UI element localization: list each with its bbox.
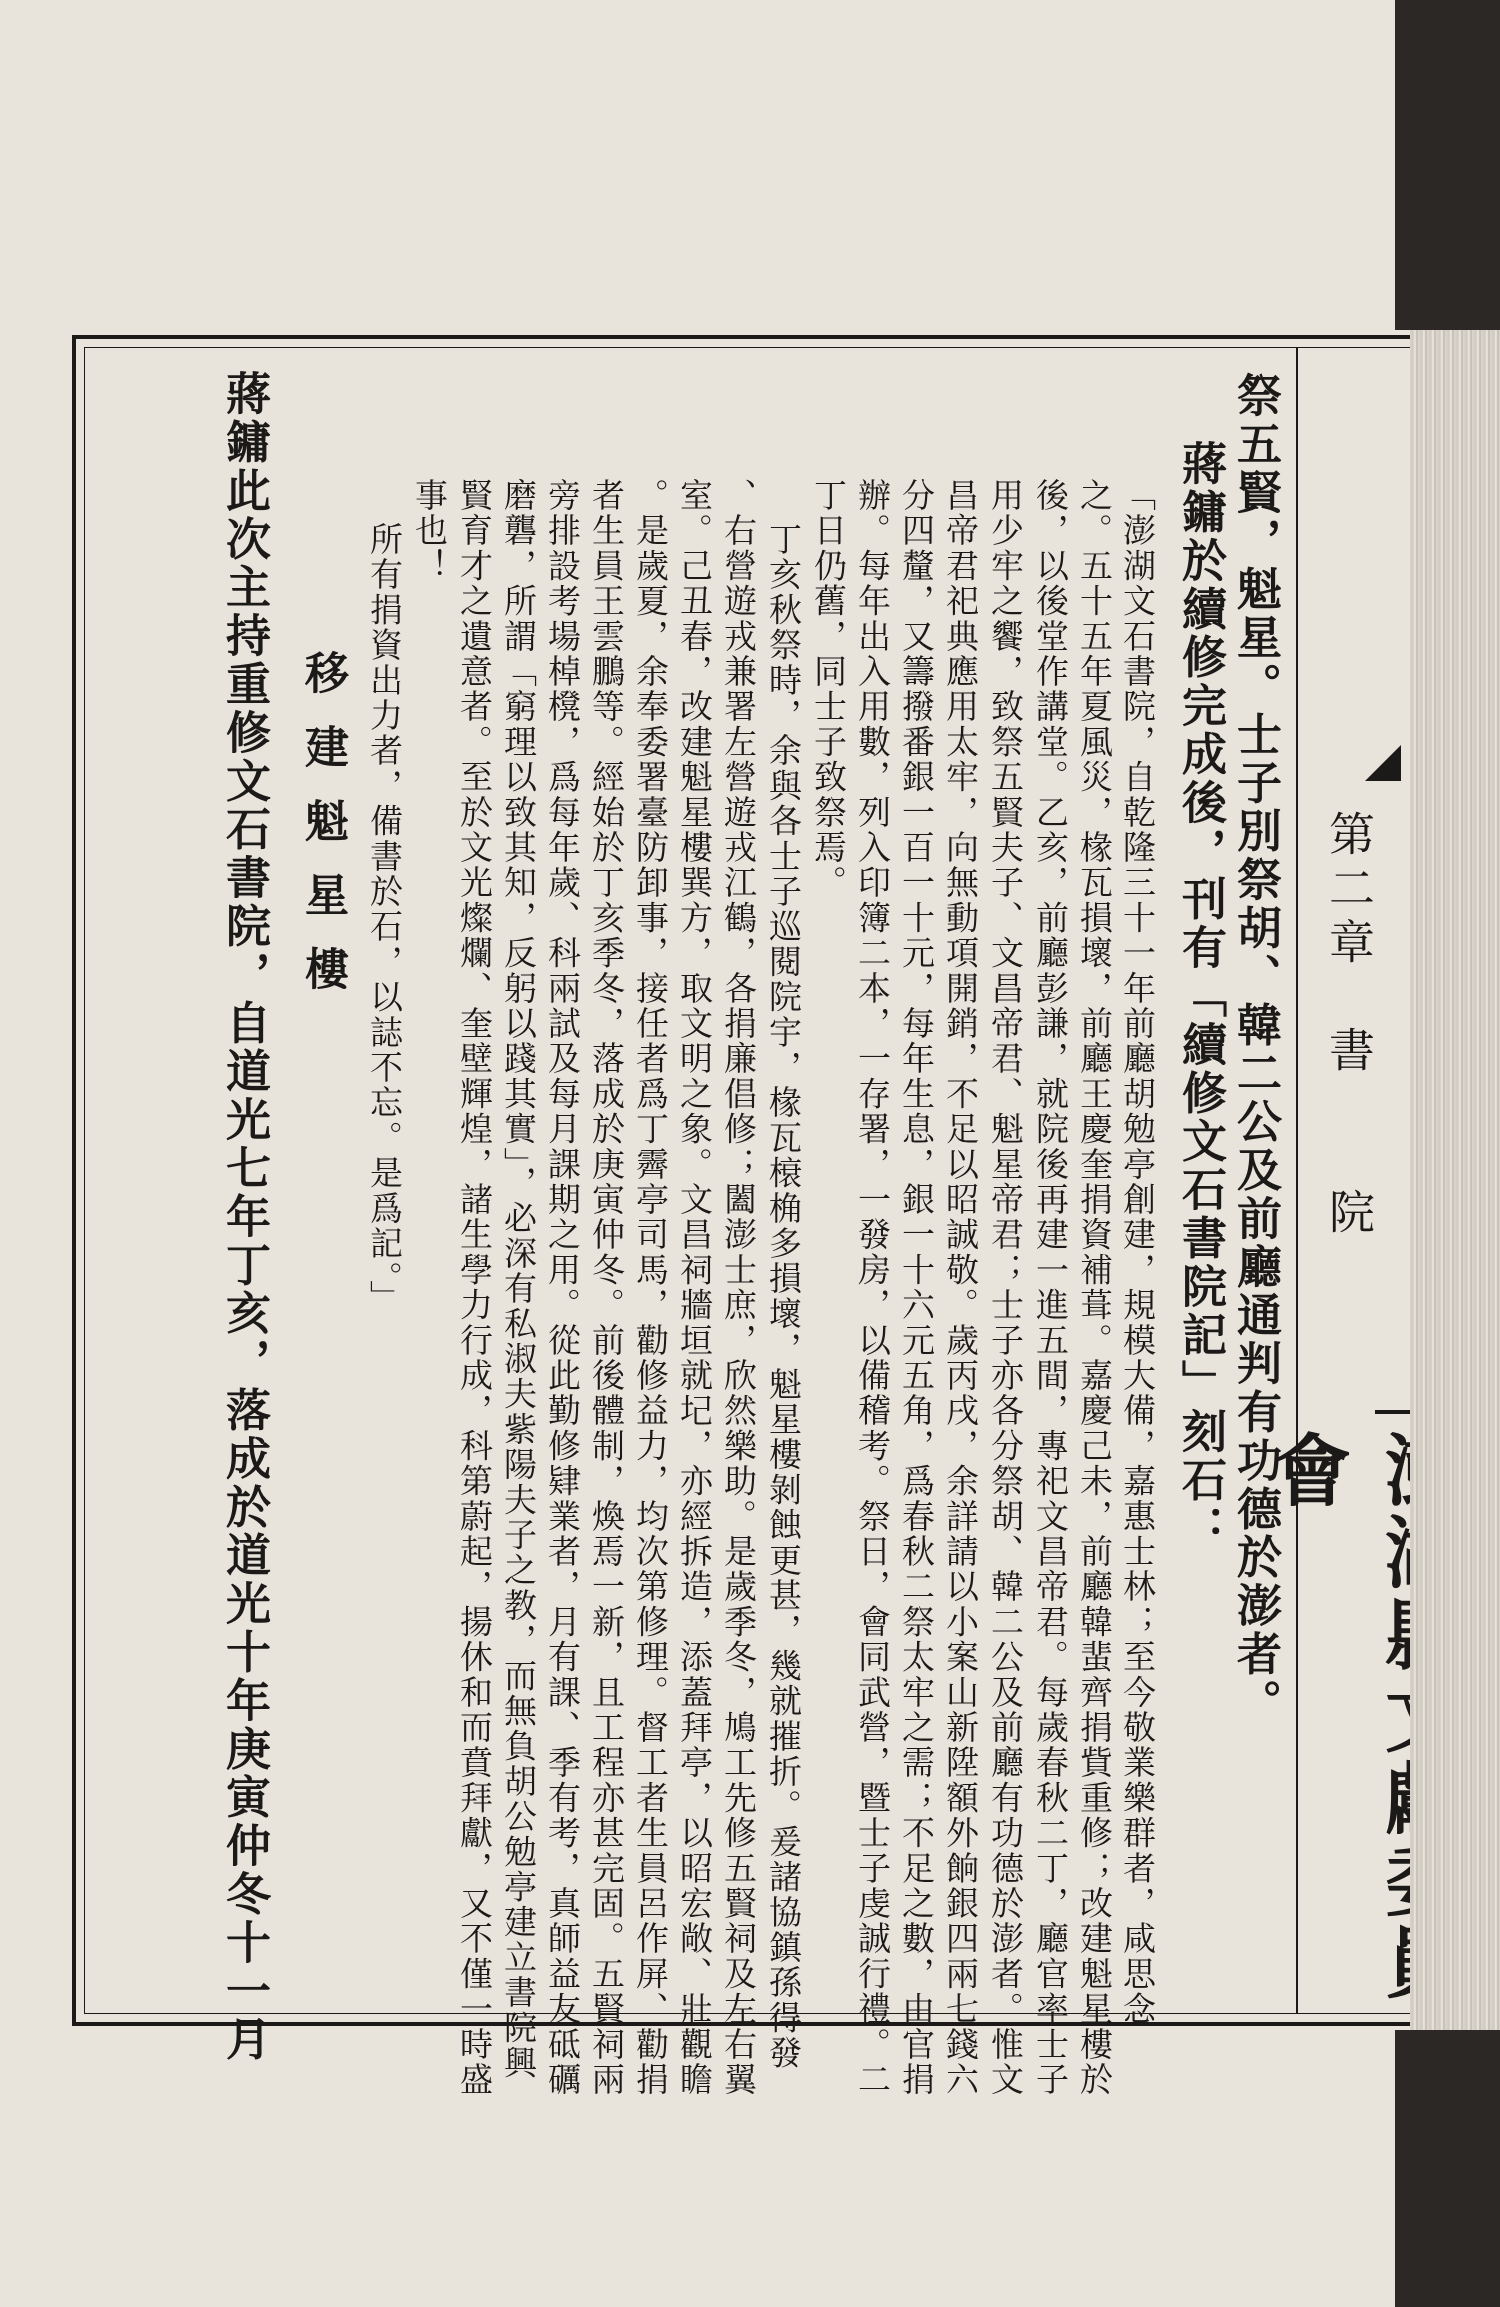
text-column: 祭五賢，魁星。士子別祭胡、韓二公及前廳通判有功德於澎者。 [1229, 372, 1282, 1728]
edge-shadow-bottom [1395, 2030, 1500, 2307]
chapter-running-head: 第二章 書 院 [1322, 810, 1376, 1242]
text-column: 辦。每年出入用數，列入印簿二本，一存署，一發房，以備稽考。祭日，會同武營，暨士子虔誠行禮。二 [853, 478, 892, 2098]
text-column: 丁亥秋祭時，余與各士子巡閱院宇，椽瓦榱桷多損壞，魁星樓剝蝕更甚，幾就摧折。爰諸協鎮孫得發 [764, 522, 803, 2071]
text-column: 旁排設考場棹櫈，爲每年歲、科兩試及每月課期之用。從此勤修肄業者，月有課、季有考，真師益友砥礪 [543, 478, 582, 2098]
text-column: 者生員王雲鵬等。經始於丁亥季冬，落成於庚寅仲冬。前後體制，煥焉一新，且工程亦甚完固。五賢祠兩 [587, 478, 626, 2098]
text-column: 用少牢之饗，致祭五賢夫子、文昌帝君、魁星帝君；士子亦各分祭胡、韓二公及前廳有功德於澎者。惟文 [986, 478, 1025, 2098]
head-rule [1375, 1410, 1410, 1414]
text-column: 後，以後堂作講堂。乙亥，前廳彭謙，就院後再建一進五間，專祀文昌帝君。每歲春秋二丁，廳官率士子 [1031, 478, 1070, 2098]
text-column: 之。五十五年夏風災，椽瓦損壞，前廳王慶奎捐資補葺。嘉慶己未，前廳韓蜚齊捐貲重修；改建魁星樓於 [1075, 478, 1114, 2098]
fishtail-mark [1365, 745, 1401, 781]
text-column: 蔣鏞此次主持重修文石書院，自道光七年丁亥，落成於道光十年庚寅仲冬十一月 [218, 370, 271, 2064]
text-column: 室。己丑春，改建魁星樓巽方，取文明之象。文昌祠牆垣就圮，亦經拆造，添蓋拜亭，以昭宏敞、壯觀瞻 [675, 478, 714, 2098]
text-column: 所有捐資出力者，備書於石，以誌不忘。是爲記。」 [365, 522, 404, 1316]
section-heading: 移建魁星樓 [297, 650, 348, 1020]
edge-shadow-top [1395, 0, 1500, 330]
text-column: 賢育才之遺意者。至於文光燦爛、奎壁輝煌，諸生學力行成，科第蔚起，揚休和而賁拜獻，又不僅一時盛 [455, 478, 494, 2098]
text-column: 「澎湖文石書院，自乾隆三十一年前廳胡勉亭創建，規模大備，嘉惠士林；至今敬業樂群者，咸思念 [1118, 478, 1157, 2027]
text-column: 磨礱，所謂「窮理以致其知，反躬以踐其實」，必深有私淑夫紫陽夫子之教，而無負胡公勉亭建立書院興 [499, 478, 538, 2081]
text-column: 、右營遊戎兼署左營遊戎江鶴，各捐廉倡修；闔澎士庶，欣然樂助。是歲季冬，鳩工先修五賢祠及左右翼 [719, 478, 758, 2098]
running-head-divider [1296, 347, 1298, 2014]
text-column: 分四釐，又籌撥番銀一百一十元，每年生息，銀一十六元五角，爲春秋二祭太牢之需；不足之數，由官捐 [897, 478, 936, 2098]
text-column: 丁日仍舊，同士子致祭焉。 [809, 478, 848, 901]
publisher-running-head: 會 [1260, 1430, 1351, 1512]
page-edges [1410, 0, 1500, 2307]
text-column: 。是歲夏，余奉委署臺防卸事，接任者爲丁霽亭司馬，勸修益力，均次第修理。督工者生員呂作屏、勸捐 [631, 478, 670, 2098]
text-column: 事也！ [410, 478, 449, 584]
text-column: 昌帝君祀典應用太牢，向無動項開銷，不足以昭誠敬。歲丙戌，余詳請以小案山新陞額外餉銀四兩七錢六 [941, 478, 980, 2098]
text-column: 蔣鏞於續修完成後，刊有「續修文石書院記」刻石： [1174, 440, 1227, 1554]
